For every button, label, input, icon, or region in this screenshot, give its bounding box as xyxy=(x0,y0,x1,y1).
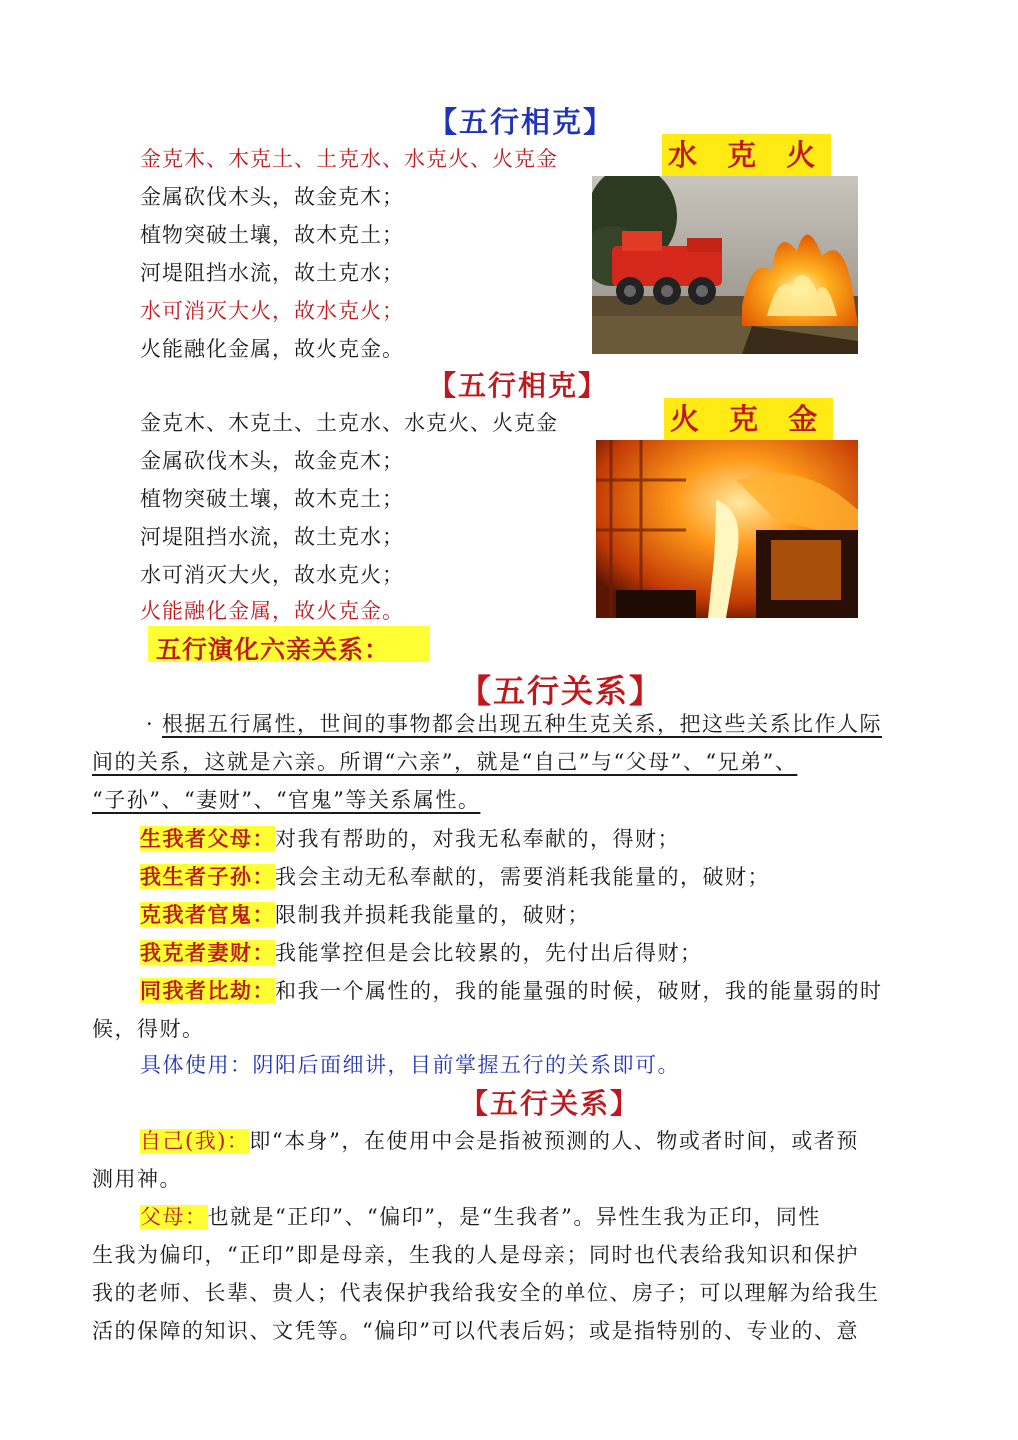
parent-text-2: 生我为偏印，“正印”即是母亲，生我的人是母亲；同时也代表给我知识和保护 xyxy=(92,1243,859,1267)
relation-label-officer: 克我者官鬼： xyxy=(140,902,275,927)
parent-text-3: 我的老师、长辈、贵人；代表保护我给我安全的单位、房子；可以理解为给我生 xyxy=(92,1281,880,1305)
relation-text-parents: 对我有帮助的，对我无私奉献的，得财； xyxy=(275,827,680,851)
intro-bullet: · xyxy=(146,712,155,736)
fire-truck-photo xyxy=(592,176,858,354)
molten-metal-icon xyxy=(596,440,858,618)
section2-line-1: 金属砍伐木头，故金克木； xyxy=(140,449,404,473)
self-row xyxy=(140,1122,859,1160)
section2-line-2: 植物突破土壤，故木克土； xyxy=(140,487,404,511)
relation-text-offspring: 我会主动无私奉献的，需要消耗我能量的，破财； xyxy=(275,865,770,889)
section2-line-3: 河堤阻挡水流，故土克水； xyxy=(140,525,404,549)
relation-text-siblings: 和我一个属性的，我的能量强的时候，破财，我的能量弱的时 xyxy=(275,979,883,1003)
section4-title: 【五行关系】 xyxy=(460,1087,641,1120)
relation-row-wealth xyxy=(140,934,703,972)
parent-text-4: 活的保障的知识、文凭等。“偏印”可以代表后妈；或是指特别的、专业的、意 xyxy=(92,1319,859,1343)
usage-note: 具体使用：阴阳后面细讲，目前掌握五行的关系即可。 xyxy=(140,1053,680,1077)
relation-text-wealth: 我能掌控但是会比较累的，先付出后得财； xyxy=(275,941,703,965)
section1-line-5: 火能融化金属，故火克金。 xyxy=(140,337,404,361)
parent-text-1: 也就是“正印”、“偏印”，是“生我者”。异性生我为正印，同性 xyxy=(207,1205,821,1229)
section2-line-4: 水可消灭大火，故水克火； xyxy=(140,563,404,587)
relation-text-officer: 限制我并损耗我能量的，破财； xyxy=(275,903,590,927)
section1-line-4: 水可消灭大火，故水克火； xyxy=(140,299,404,323)
section3-title: 【五行关系】 xyxy=(459,672,664,710)
parent-row xyxy=(140,1198,821,1236)
self-text-1: 即“本身”，在使用中会是指被预测的人、物或者时间，或者预 xyxy=(249,1129,859,1153)
section1-line-2: 植物突破土壤，故木克土； xyxy=(140,223,404,247)
intro-line-3: “子孙”、“妻财”、“官鬼”等关系属性。 xyxy=(92,788,481,812)
intro-line-2: 间的关系，这就是六亲。所谓“六亲”，就是“自己”与“父母”、“兄弟”、 xyxy=(92,750,798,774)
self-text-2: 测用神。 xyxy=(92,1167,182,1191)
relation-row-officer xyxy=(140,896,590,934)
relation-row-offspring xyxy=(140,858,770,896)
section1-line-3: 河堤阻挡水流，故土克水； xyxy=(140,261,404,285)
relation-label-parents: 生我者父母： xyxy=(140,826,275,851)
intro-line-1: 根据五行属性，世间的事物都会出现五种生克关系，把这些关系比作人际 xyxy=(162,712,882,736)
section1-title: 【五行相克】 xyxy=(428,105,615,139)
section2-rule-line: 金克木、木克土、土克水、水克火、火克金 xyxy=(140,411,558,435)
parent-label: 父母： xyxy=(140,1205,208,1229)
evolution-heading: 五行演化六亲关系： xyxy=(156,635,391,664)
relation-row-siblings xyxy=(140,972,883,1010)
relation-label-siblings: 同我者比劫： xyxy=(140,978,275,1003)
section1-line-1: 金属砍伐木头，故金克木； xyxy=(140,185,404,209)
water-overcomes-fire-label: 水 克 火 xyxy=(662,134,831,176)
self-label: 自己(我)： xyxy=(140,1129,250,1153)
fire-truck-icon xyxy=(592,176,858,354)
section2-line-5: 火能融化金属，故火克金。 xyxy=(140,599,404,623)
section1-rule-line: 金克木、木克土、土克水、水克火、火克金 xyxy=(140,147,558,171)
relation-row-parents xyxy=(140,820,680,858)
fire-overcomes-metal-label: 火 克 金 xyxy=(664,398,833,440)
relation-continuation: 候，得财。 xyxy=(92,1017,205,1041)
relation-label-wealth: 我克者妻财： xyxy=(140,940,275,965)
section2-title: 【五行相克】 xyxy=(428,369,609,402)
relation-label-offspring: 我生者子孙： xyxy=(140,864,275,889)
molten-metal-photo xyxy=(596,440,858,618)
